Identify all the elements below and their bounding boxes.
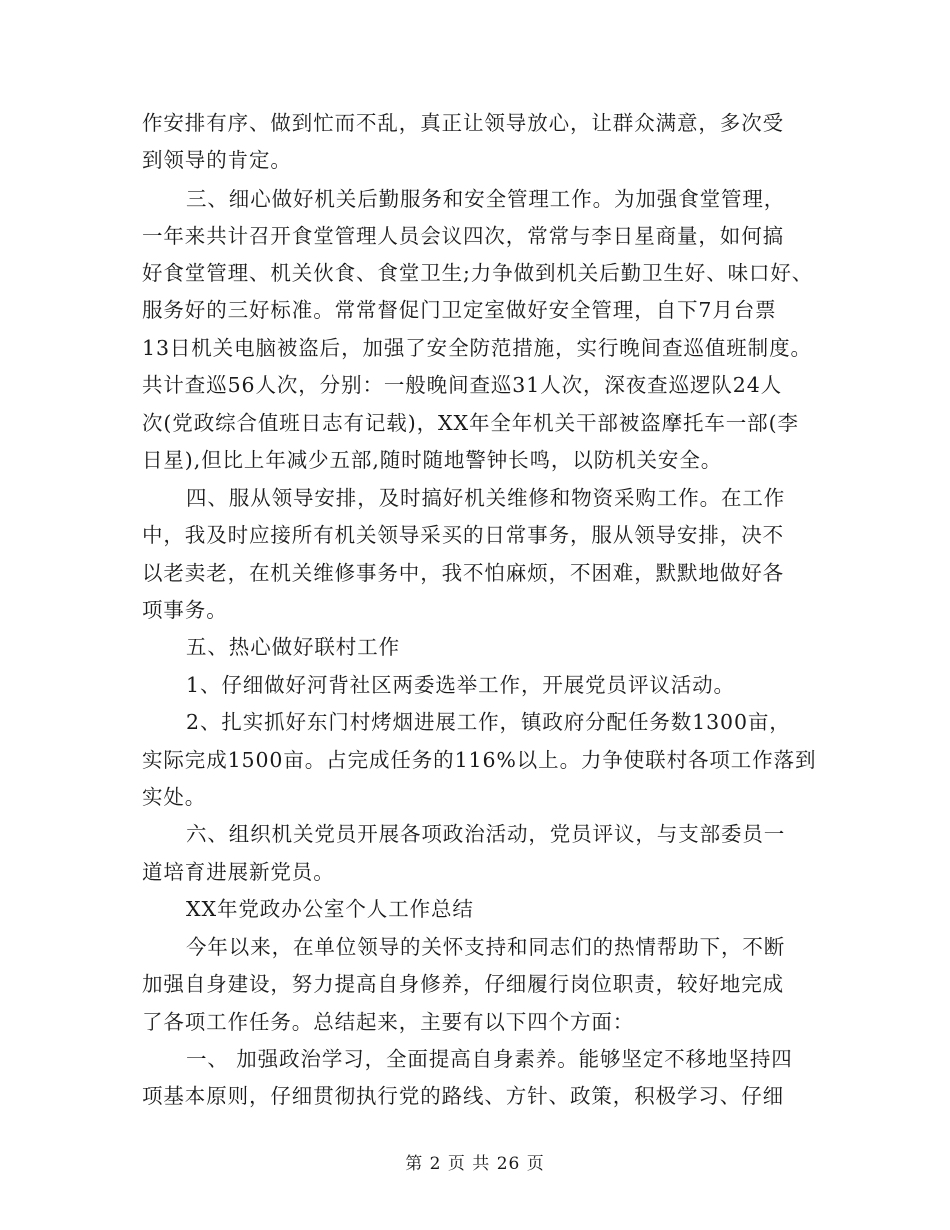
body-text-line: 今年以来，在单位领导的关怀支持和同志们的热情帮助下，不断 bbox=[186, 935, 786, 959]
page-number-footer: 第 2 页 共 26 页 bbox=[405, 1154, 545, 1174]
body-text-line: 一年来共计召开食堂管理人员会议四次，常常与李日星商量，如何搞 bbox=[142, 224, 784, 248]
body-text-line: 实际完成1500亩。占完成任务的116%以上。力争使联村各项工作落到 bbox=[142, 748, 817, 772]
paragraph-heading-four: 四、服从领导安排，及时搞好机关维修和物资采购工作。在工作 bbox=[186, 486, 786, 510]
body-text-line: 以老卖老，在机关维修事务中，我不怕麻烦，不困难，默默地做好各 bbox=[142, 561, 784, 585]
document-subtitle: XX年党政办公室个人工作总结 bbox=[186, 897, 474, 921]
body-text-line: 了各项工作任务。总结起来，主要有以下四个方面： bbox=[142, 1010, 635, 1034]
list-item: 1、仔细做好河背社区两委选举工作，开展党员评议活动。 bbox=[186, 673, 735, 697]
body-text-line: 中，我及时应接所有机关领导采买的日常事务，服从领导安排，决不 bbox=[142, 523, 784, 547]
body-text-line: 好食堂管理、机关伙食、食堂卫生;力争做到机关后勤卫生好、味口好、 bbox=[142, 261, 814, 285]
body-text-line: 日星),但比上年减少五部,随时随地警钟长鸣，以防机关安全。 bbox=[142, 448, 723, 472]
section-heading-five: 五、热心做好联村工作 bbox=[186, 635, 400, 659]
paragraph-heading-three: 三、细心做好机关后勤服务和安全管理工作。为加强食堂管理， bbox=[186, 187, 786, 211]
body-text-line: 共计查巡56人次，分别：一般晚间查巡31人次，深夜查巡逻队24人 bbox=[142, 373, 783, 397]
body-text-line: 道培育进展新党员。 bbox=[142, 860, 335, 884]
body-text-line: 次(党政综合值班日志有记载)，XX年全年机关干部被盗摩托车一部(李 bbox=[142, 411, 799, 435]
paragraph-heading-one: 一、 加强政治学习，全面提高自身素养。能够坚定不移地坚持四 bbox=[186, 1047, 793, 1071]
body-text-line: 作安排有序、做到忙而不乱，真正让领导放心，让群众满意，多次受 bbox=[142, 111, 784, 135]
paragraph-heading-six: 六、组织机关党员开展各项政治活动，党员评议，与支部委员一 bbox=[186, 822, 786, 846]
body-text-line: 加强自身建设，努力提高自身修养，仔细履行岗位职责，较好地完成 bbox=[142, 972, 784, 996]
body-text-line: 服务好的三好标准。常常督促门卫定室做好安全管理，自下7月台票 bbox=[142, 298, 777, 322]
body-text-line: 项基本原则，仔细贯彻执行党的路线、方针、政策，积极学习、仔细 bbox=[142, 1084, 784, 1108]
body-text-line: 13日机关电脑被盗后，加强了安全防范措施，实行晚间查巡值班制度。 bbox=[142, 336, 812, 360]
body-text-line: 到领导的肯定。 bbox=[142, 148, 292, 172]
body-text-line: 实处。 bbox=[142, 785, 207, 809]
list-item: 2、扎实抓好东门村烤烟进展工作，镇政府分配任务数1300亩， bbox=[186, 710, 791, 734]
body-text-line: 项事务。 bbox=[142, 598, 228, 622]
